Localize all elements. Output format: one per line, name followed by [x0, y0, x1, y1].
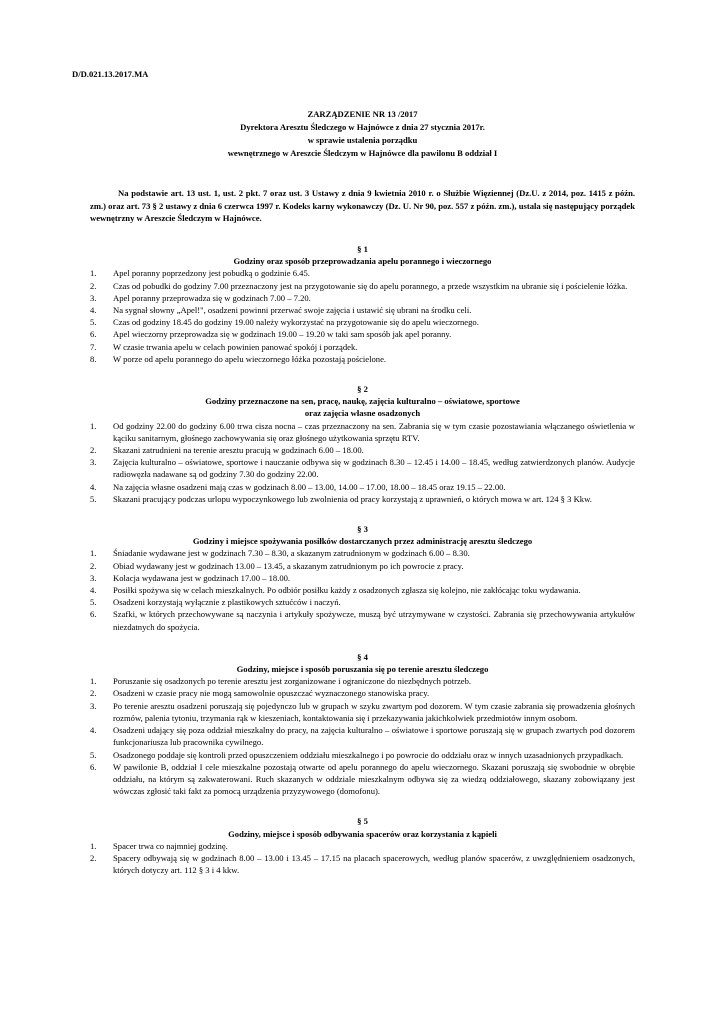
- list-item: [90, 840, 635, 852]
- section-title: [90, 535, 635, 547]
- list-item: [90, 493, 635, 505]
- item-number: 1.: [90, 676, 97, 687]
- list-item: [90, 560, 635, 572]
- list-item: [90, 700, 635, 724]
- item-text: Na sygnał słowny „Apel!", osadzeni powinni przerwać swoje zajęcia i ustawić się ubrani na środku celi.: [113, 305, 472, 315]
- section-title: [90, 255, 635, 267]
- list-item: [90, 456, 635, 480]
- item-number: 6.: [90, 329, 97, 340]
- item-text: Czas od pobudki do godziny 7.00 przeznaczony jest na przygotowanie się do apelu porannego, a przede wszystkim na ubranie się i pościelenie łóżka.: [113, 280, 628, 291]
- item-text: Zajęcia kulturalno – oświatowe, sportowe i nauczanie odbywa się w godzinach 8.30 – 12.45 i 14.00 – 18.45, według zatwierdzonych planów. Audycje radiowęzła nadawane są od godziny 7.30 do godziny 22.00.: [113, 457, 635, 480]
- item-number: 3.: [90, 292, 97, 303]
- item-number: 3.: [90, 700, 97, 711]
- section: [90, 243, 635, 365]
- header-line: w sprawie ustalenia porządku: [307, 135, 418, 146]
- list-item: [90, 316, 635, 328]
- header-line: wewnętrznego w Areszcie Śledczym w Hajnówce dla pawilonu B oddział I: [227, 148, 498, 159]
- legal-basis-paragraph: Na podstawie art. 13 ust. 1, ust. 2 pkt. 7 oraz ust. 3 Ustawy z dnia 9 kwietnia 2010 r. o Służbie Więziennej (Dz.U. z 2014, poz. 1415 z późn. zm.) oraz art. 73 § 2 ustawy z dnia 6 czerwca 1997 r. Kodeks karny wykonawczy (Dz. U. Nr 90, poz. 557 z późn. zm.), ustala się następujący porządek wewnętrzny w Areszcie Śledczym w Hajnówce.: [90, 188, 635, 224]
- list-item: [90, 341, 635, 353]
- list-item: [90, 608, 635, 632]
- list-item: [90, 724, 635, 748]
- section-title: [90, 828, 635, 840]
- item-number: 5.: [90, 749, 97, 760]
- item-text: Osadzeni udający się poza oddział mieszkalny do pracy, na zajęcia kulturalno – oświatowe i sportowe poruszają się w grupach zwartych pod dozorem funkcjonariusza lub pracownika cywilnego.: [113, 725, 635, 748]
- section: [90, 651, 635, 797]
- item-text: Szafki, w których przechowywane są naczynia i artykuły spożywcze, muszą być utrzymywane w czystości. Zabrania się przechowywania artykułów niezdatnych do spożycia.: [113, 609, 635, 632]
- document-title: ZARZĄDZENIE NR 13 /2017: [307, 109, 418, 120]
- section-item-list: [90, 840, 635, 877]
- section: [90, 523, 635, 633]
- item-number: 4.: [90, 725, 97, 736]
- item-text: W porze od apelu porannego do apelu wieczornego łóżka pozostają pościelone.: [113, 353, 387, 364]
- section-item-list: [90, 267, 635, 365]
- section-number: § 1: [357, 243, 368, 254]
- section-number: § 3: [357, 524, 368, 535]
- item-number: 3.: [90, 572, 97, 583]
- item-text: Apel wieczorny przeprowadza się w godzinach 19.00 – 19.20 w taki sam sposób jak apel poranny.: [113, 329, 452, 340]
- section-item-list: [90, 675, 635, 797]
- item-number: 2.: [90, 445, 97, 456]
- document-reference: D/D.021.13.2017.MA: [72, 69, 149, 79]
- list-item: [90, 267, 635, 279]
- list-item: [90, 761, 635, 798]
- item-number: 6.: [90, 761, 97, 772]
- item-number: 1.: [90, 420, 97, 431]
- section-item-list: [90, 547, 635, 632]
- item-text: Czas od godziny 18.45 do godziny 19.00 należy wykorzystać na przygotowanie się do apelu wieczornego.: [113, 317, 479, 328]
- section-title: [90, 395, 635, 419]
- header-line: Dyrektora Aresztu Śledczego w Hajnówce z dnia 27 stycznia 2017r.: [240, 122, 485, 133]
- item-text: Osadzonego poddaje się kontroli przed opuszczeniem oddziału mieszkalnego i po powrocie do oddziału oraz w innych uzasadnionych przypadkach.: [113, 749, 624, 760]
- sections-container: [90, 243, 635, 876]
- item-text: Posiłki spożywa się w celach mieszkalnych. Po odbiór posiłku każdy z osadzonych zgłasza się kolejno, nie zakłócając toku wydawania.: [113, 585, 581, 596]
- item-text: Spacer trwa co najmniej godzinę.: [113, 840, 228, 851]
- item-text: Osadzeni w czasie pracy nie mogą samowolnie opuszczać wyznaczonego stanowiska pracy.: [113, 688, 430, 699]
- list-item: [90, 353, 635, 365]
- section-number: § 4: [357, 651, 368, 662]
- section-title-line: Godziny i miejsce spożywania posiłków dostarczanych przez administrację aresztu śledczego: [192, 536, 533, 547]
- item-number: 6.: [90, 609, 97, 620]
- list-item: [90, 481, 635, 493]
- list-item: [90, 292, 635, 304]
- item-number: 4.: [90, 481, 97, 492]
- item-number: 1.: [90, 268, 97, 279]
- item-text: Śniadanie wydawane jest w godzinach 7.30 – 8.30, a skazanym zatrudnionym w godzinach 6.00 – 8.30.: [113, 548, 470, 559]
- item-text: W pawilonie B, oddział I cele mieszkalne pozostają otwarte od apelu porannego do apelu wieczornego. Skazani poruszają się swobodnie w obrębie oddziału, na którym są zakwaterowani. Ruch skazanych w oddziale mieszkalnym odbywa się za wiedzą oddziałowego, skazany zobowiązany jest wówczas zgłosić taki fakt za pomocą urządzenia przyzywowego (domofonu).: [113, 761, 635, 797]
- item-number: 7.: [90, 341, 97, 352]
- list-item: [90, 749, 635, 761]
- item-number: 5.: [90, 317, 97, 328]
- section: [90, 383, 635, 505]
- item-text: Po terenie aresztu osadzeni poruszają się pojedynczo lub w grupach w szyku zwartym pod dozorem. W tym czasie zabrania się prowadzenia głośnych rozmów, palenia tytoniu, trzymania rąk w kieszeniach, kontaktowania się i przekazywania jakichkolwiek przedmiotów innym osobom.: [113, 700, 635, 723]
- section-title-line: Godziny przeznaczone na sen, pracę, naukę, zajęcia kulturalno – oświatowe, sportowe: [205, 396, 520, 407]
- item-number: 2.: [90, 560, 97, 571]
- list-item: [90, 444, 635, 456]
- list-item: [90, 584, 635, 596]
- list-item: [90, 280, 635, 292]
- item-text: Na zajęcia własne osadzeni mają czas w godzinach 8.00 – 13.00, 14.00 – 17.00, 18.00 – 18.45 oraz 19.15 – 22.00.: [113, 481, 506, 492]
- section-title-line: Godziny, miejsce i sposób poruszania się po terenie aresztu śledczego: [236, 664, 489, 675]
- item-text: Od godziny 22.00 do godziny 6.00 trwa cisza nocna – czas przeznaczony na sen. Zabrania się w tym czasie pozostawiania włączanego oświetlenia w kąciku sanitarnym, głośnego zachowywania się oraz głośnego użytkowania sprzętu RTV.: [113, 420, 635, 443]
- section-item-list: [90, 420, 635, 505]
- item-text: Osadzeni korzystają wyłącznie z plastikowych sztućców i naczyń.: [113, 597, 341, 608]
- item-number: 2.: [90, 280, 97, 291]
- item-text: Skazani pracujący podczas urlopu wypoczynkowego lub zwolnienia od pracy korzystają z uprawnień, o których mowa w art. 124 § 3 Kkw.: [113, 493, 592, 504]
- section-title-line: oraz zajęcia własne osadzonych: [304, 408, 421, 419]
- item-text: Apel poranny poprzedzony jest pobudką o godzinie 6.45.: [113, 268, 310, 279]
- document-header: [90, 108, 635, 160]
- list-item: [90, 852, 635, 876]
- item-number: 3.: [90, 457, 97, 468]
- item-number: 8.: [90, 353, 97, 364]
- item-number: 1.: [90, 548, 97, 559]
- item-text: Kolacja wydawana jest w godzinach 17.00 – 18.00.: [113, 572, 291, 583]
- item-number: 4.: [90, 585, 97, 596]
- section-number: § 2: [357, 384, 368, 395]
- item-text: Skazani zatrudnieni na terenie aresztu pracują w godzinach 6.00 – 18.00.: [113, 445, 364, 456]
- item-number: 2.: [90, 688, 97, 699]
- item-number: 1.: [90, 840, 97, 851]
- list-item: [90, 420, 635, 444]
- item-text: Poruszanie się osadzonych po terenie aresztu jest zorganizowane i ograniczone do niezbędnych potrzeb.: [113, 676, 472, 687]
- item-text: Spacery odbywają się w godzinach 8.00 – 13.00 i 13.45 – 17.15 na placach spacerowych, według planów spacerów, z uwzględnieniem osadzonych, których dotyczy art. 112 § 3 i 4 kkw.: [113, 852, 635, 876]
- section-title-line: Godziny, miejsce i sposób odbywania spacerów oraz korzystania z kąpieli: [228, 828, 497, 839]
- item-number: 2.: [90, 852, 97, 863]
- item-text: W czasie trwania apelu w celach powinien panować spokój i porządek.: [113, 341, 358, 352]
- section-title-line: Godziny oraz sposób przeprowadzania apelu porannego i wieczornego: [233, 256, 492, 267]
- item-text: Apel poranny przeprowadza się w godzinach 7.00 – 7.20.: [113, 292, 311, 303]
- item-number: 5.: [90, 597, 97, 608]
- list-item: [90, 328, 635, 340]
- list-item: [90, 596, 635, 608]
- section-number: § 5: [357, 816, 368, 827]
- list-item: [90, 304, 635, 316]
- item-number: 5.: [90, 493, 97, 504]
- item-text: Obiad wydawany jest w godzinach 13.00 – 13.45, a skazanym zatrudnionym po ich powrocie z pracy.: [113, 560, 464, 571]
- list-item: [90, 547, 635, 559]
- item-number: 4.: [90, 305, 97, 315]
- list-item: [90, 687, 635, 699]
- list-item: [90, 675, 635, 687]
- section: [90, 815, 635, 876]
- list-item: [90, 572, 635, 584]
- section-title: [90, 663, 635, 675]
